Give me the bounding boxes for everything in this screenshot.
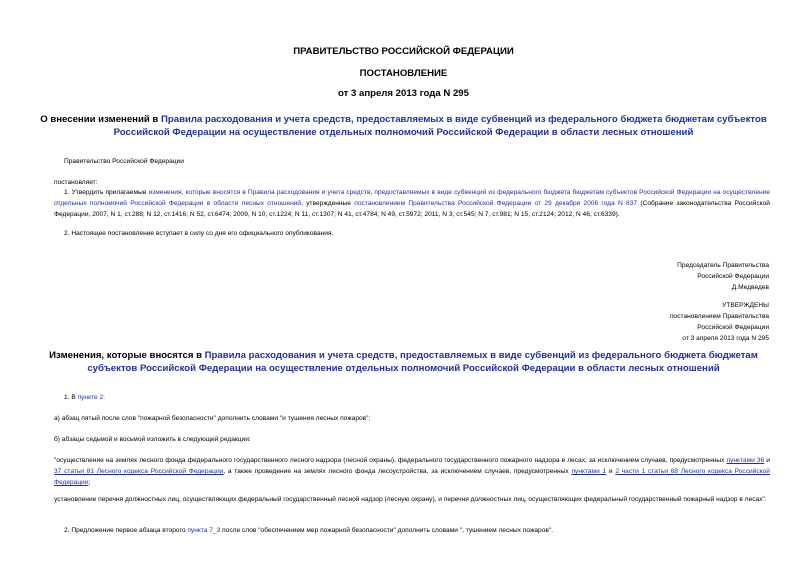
- decree-837-link[interactable]: постановлением Правительства Российской Федерации от 29 декабря 2006 года N 837: [354, 200, 638, 208]
- signature-position: Председатель Правительства: [677, 262, 769, 269]
- change-2-suffix: после слов "обеспечением мер пожарной безопасности" дополнить словами ", тушением лесных пожаров".: [220, 527, 554, 534]
- resolution-title-prefix: О внесении изменений в: [40, 114, 161, 125]
- resolution-title: [30, 114, 777, 139]
- paragraph-1: [54, 187, 770, 221]
- article-68-link[interactable]: 2 части 1 статьи 68 Лесного кодекса Российской Федерации: [54, 468, 770, 487]
- change-1-suffix: :: [103, 394, 105, 401]
- points-1-link[interactable]: пунктами 1: [571, 468, 607, 476]
- paragraph-1-prefix: 1. Утвердить прилагаемые: [64, 189, 149, 196]
- rules-link-2[interactable]: Правила расходования и учета средств, предоставляемых в виде субвенций из федерального бюджета бюджетам субъектов Российской Федерации на осуществление отдельных полномочий Российской Федерации в области лесных отношений: [87, 350, 758, 374]
- quote-1-prefix: "осуществление на землях лесного фонда федерального государственного лесного надзора (лесной охраны), федерального государственного пожарного надзора в лесах, за исключением случаев, предусмотренных: [54, 457, 727, 464]
- quote-paragraph-1: [54, 455, 770, 489]
- change-1: [64, 392, 105, 403]
- quote-1-end: ;: [88, 479, 91, 487]
- changes-title-prefix: Изменения, которые вносятся в: [49, 350, 205, 361]
- signature-name: Д.Медведев: [731, 284, 769, 291]
- point-7-3-link[interactable]: пункта 7_3: [187, 527, 221, 534]
- points-36-link[interactable]: пунктами 36: [726, 457, 765, 464]
- change-2-prefix: 2. Предложение первое абзаца второго: [64, 527, 188, 534]
- change-1-prefix: 1. В: [64, 394, 78, 401]
- paragraph-1-mid: , утвержденные: [301, 200, 355, 208]
- change-1b: б) абзацы седьмой и восьмой изложить в следующей редакции:: [54, 436, 251, 443]
- quote-1-and-2: и: [606, 468, 616, 476]
- approval-block: [670, 300, 769, 344]
- approval-date: от 3 апреля 2013 года N 295: [682, 335, 769, 342]
- government-title: ПРАВИТЕЛЬСТВО РОССИЙСКОЙ ФЕДЕРАЦИИ: [293, 46, 514, 57]
- approval-label: УТВЕРЖДЕНЫ: [722, 302, 769, 309]
- change-2: [64, 525, 553, 536]
- document-type: ПОСТАНОВЛЕНИЕ: [359, 68, 448, 79]
- approval-country: Российской Федерации: [697, 324, 769, 331]
- paragraph-2: 2. Настоящее постановление вступает в силу со дня его официального опубликования.: [64, 230, 334, 237]
- change-1a: а) абзац пятый после слов "пожарной безопасности" дополнить словами "и тушения лесных пожаров";: [54, 415, 371, 422]
- paragraph-1-suffix: (Собрание законодательства Российской Федерации, 2007, N 1, ст.288; N 12, ст.1416; N 52, ст.6474; 2009, N 10, ст.1224; N 11, ст.1307; N 41, ст.4784; N 49, ст.5972; 2011, N 3, ст.545; N 7, ст.981; N 15, ст.2124; 2012, N 46, ст.6339).: [54, 200, 770, 219]
- signature-country: Российской Федерации: [697, 273, 769, 280]
- rules-link[interactable]: Правила расходования и учета средств, предоставляемых в виде субвенций из федерального бюджета бюджетам субъектов Российской Федерации на осуществление отдельных полномочий Российской Федерации в области лесных отношений: [113, 114, 767, 138]
- article-81-link[interactable]: 37 статьи 81 Лесного кодекса Российской Федерации: [54, 468, 224, 476]
- changes-link[interactable]: изменения, которые вносятся в Правила расходования и учета средств, предоставляемых в виде субвенций из федерального бюджета бюджетам субъектов Российской Федерации на осуществление отдельных полномочий Российской Федерации в области лесных отношений: [54, 189, 770, 208]
- signature-block: [677, 260, 769, 293]
- quote-1-middle: , а также проведение на землях лесного фонда лесоустройства, за исключением случаев, предусмотренных: [223, 468, 572, 476]
- resolves-word: постановляет:: [54, 179, 98, 186]
- quote-1-and: и: [764, 457, 770, 464]
- point-2-link[interactable]: пункте 2: [77, 394, 104, 401]
- government-subject: Правительство Российской Федерации: [64, 158, 184, 165]
- document-date: от 3 апреля 2013 года N 295: [338, 88, 469, 99]
- approval-by: постановлением Правительства: [669, 313, 769, 320]
- changes-title: [30, 350, 777, 375]
- quote-paragraph-2: установление перечня должностных лиц, осуществляющих федеральный государственный лесной надзор (лесную охрану), и перечня должностных лиц, осуществляющих федеральный государственный пожарный надзор в лесах".: [54, 496, 767, 503]
